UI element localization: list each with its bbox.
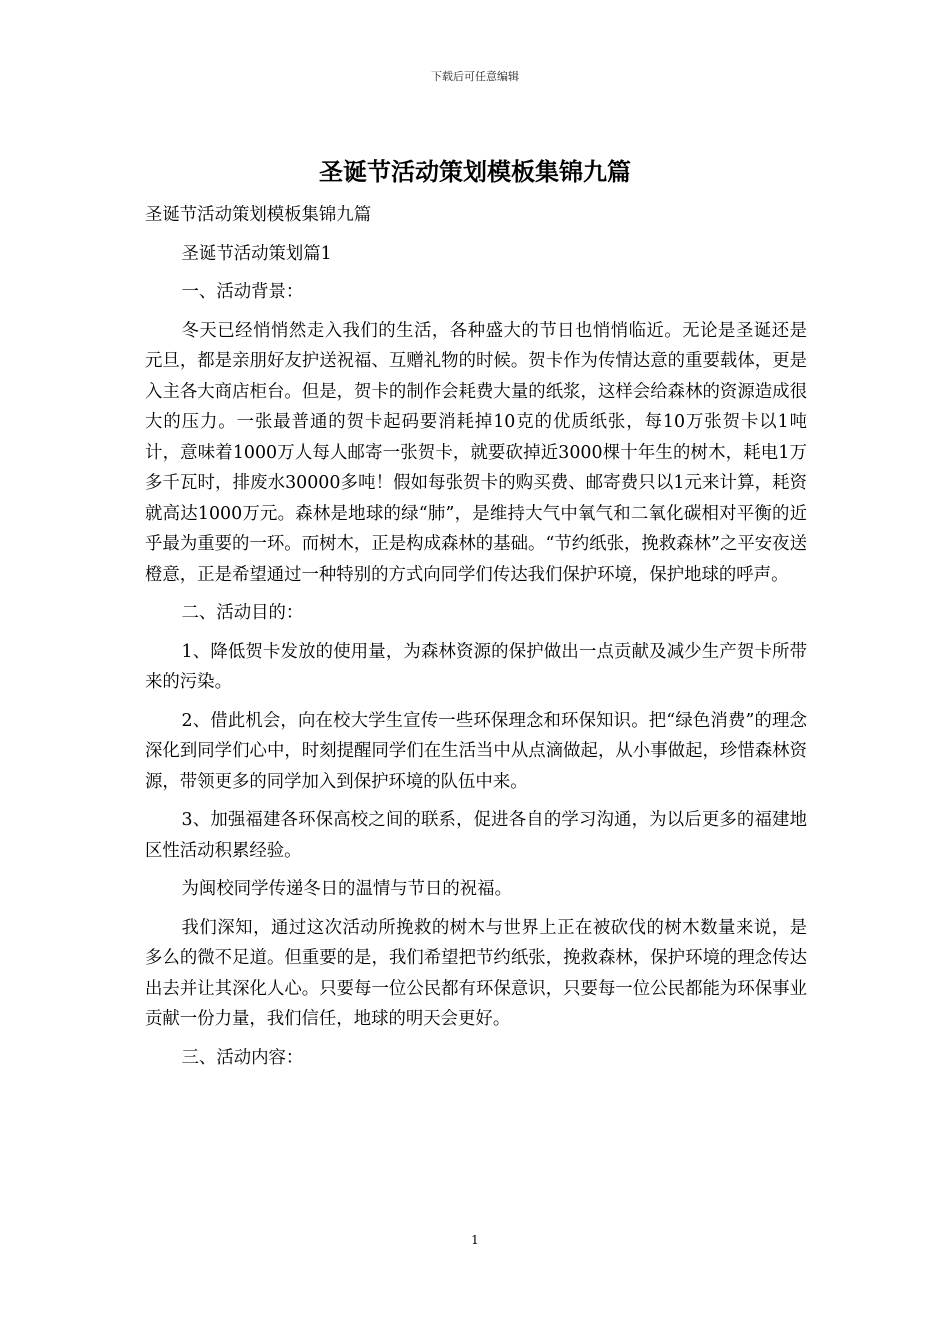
document-title: 圣诞节活动策划模板集锦九篇 xyxy=(319,157,631,186)
body-paragraph: 为闽校同学传递冬日的温情与节日的祝福。 xyxy=(181,879,512,899)
document-body xyxy=(145,200,807,1073)
header-note: 下载后可任意编辑 xyxy=(431,70,519,83)
page-number: 1 xyxy=(471,1233,479,1247)
section-heading: 三、活动内容： xyxy=(181,1047,304,1068)
body-paragraph: 冬天已经悄悄然走入我们的生活，各种盛大的节日也悄悄临近。无论是圣诞还是元旦，都是亲朋好友护送祝福、互赠礼物的时候。贺卡作为传情达意的重要载体，更是入主各大商店柜台。但是，贺卡的制作会耗费大量的纸浆，这样会给森林的资源造成很大的压力。一张最普通的贺卡起码要消耗掉10克的优质纸张，每10万张贺卡以1吨计，意味着1000万人每人邮寄一张贺卡，就要砍掉近3000棵十年生的树木，耗电1万多千瓦时，排废水30000多吨！假如每张贺卡的购买费、邮寄费只以1元来计算，耗资就高达1000万元。森林是地球的绿“肺”，是维持大气中氧气和二氧化碳相对平衡的近乎最为重要的一环。而树木，正是构成森林的基础。“节约纸张，挽救森林”之平安夜送橙意，正是希望通过一种特别的方式向同学们传达我们保护环境，保护地球的呼声。 xyxy=(145,320,807,585)
body-paragraph: 3、加强福建各环保高校之间的联系，促进各自的学习沟通，为以后更多的福建地区性活动积累经验。 xyxy=(145,810,807,861)
subtitle-paragraph: 圣诞节活动策划模板集锦九篇 xyxy=(145,205,372,225)
section-heading: 一、活动背景： xyxy=(181,282,304,302)
body-paragraph: 1、降低贺卡发放的使用量，为森林资源的保护做出一点贡献及减少生产贺卡所带来的污染。 xyxy=(145,641,807,692)
body-paragraph: 2、借此机会，向在校大学生宣传一些环保理念和环保知识。把“绿色消费”的理念深化到同学们心中，时刻提醒同学们在生活当中从点滴做起，从小事做起，珍惜森林资源，带领更多的同学加入到保护环境的队伍中来。 xyxy=(145,710,807,792)
section-heading: 圣诞节活动策划篇1 xyxy=(181,243,332,264)
section-heading: 二、活动目的： xyxy=(181,603,304,623)
body-paragraph: 我们深知，通过这次活动所挽救的树木与世界上正在被砍伐的树木数量来说，是多么的微不足道。但重要的是，我们希望把节约纸张，挽救森林，保护环境的理念传达出去并让其深化人心。只要每一位公民都有环保意识，只要每一位公民都能为环保事业贡献一份力量，我们信任，地球的明天会更好。 xyxy=(145,917,807,1029)
